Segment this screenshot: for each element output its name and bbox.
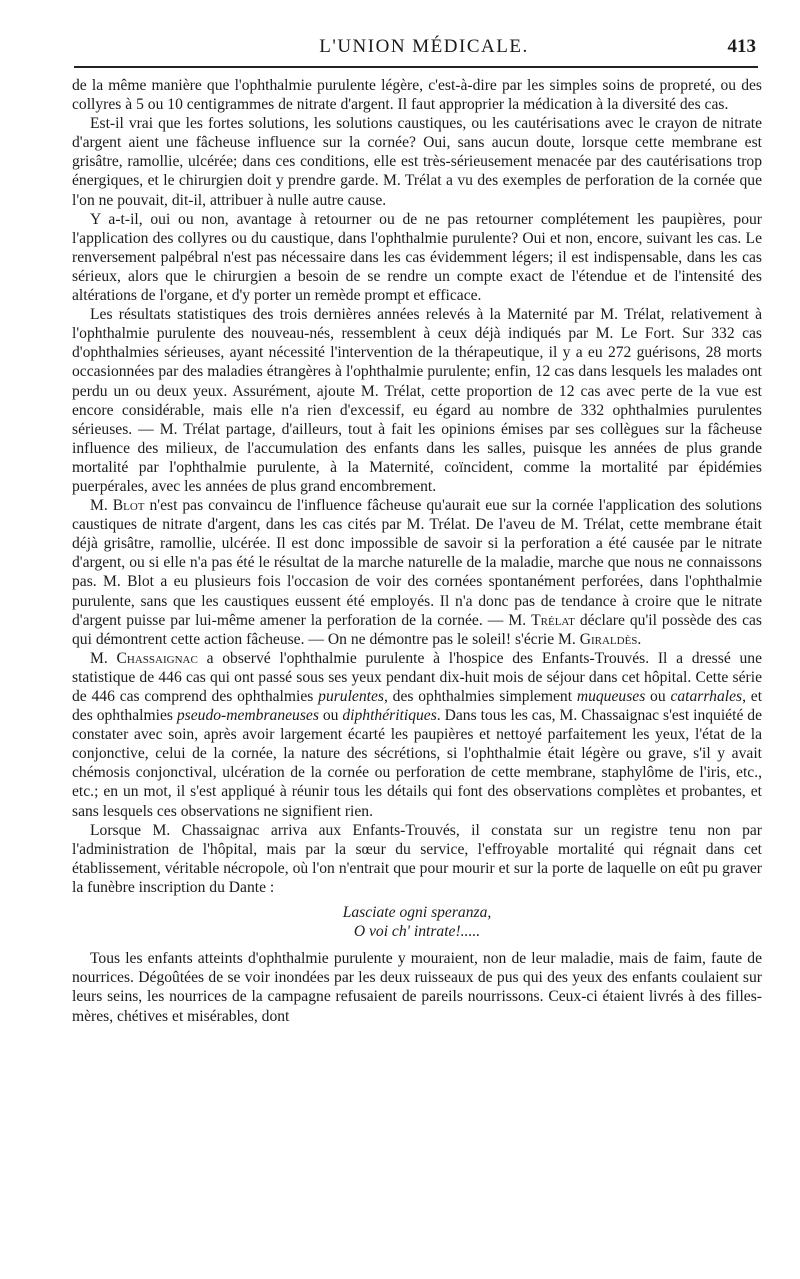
text-run: Y a-t-il, oui ou non, avantage à retourner ou de ne pas retourner complétement les paupières, pour l'application des collyres ou du caustique, dans l'ophthalmie purulente? Oui et non, encore, suivant les cas. Le renversement palpébral n'est pas nécessaire dans les cas évidemment légers; il est indispensable, dans les cas sérieux, alors que le chirurgien a besoin de se rendre un compte exact de l'étendue et de l'intensité des altérations de l'organe, et d'y porter un remède prompt et efficace.	[72, 210, 762, 305]
text-run: Lorsque M. Chassaignac arriva aux Enfants-Trouvés, il constata sur un registre tenu non par l'administration de l'hôpital, mais par la sœur du service, l'effroyable mortalité qui régnait dans cet établissement, véritable nécropole, où l'on n'entrait que pour mourir et sur la porte de laquelle on eût pu graver la funèbre inscription du Dante :	[72, 821, 762, 896]
italic-term: muqueuses	[576, 688, 646, 705]
paragraph: Tous les enfants atteints d'ophthalmie purulente y mouraient, non de leur maladie, mais de faim, faute de nourrices. Dégoûtées de se voir inondées par les deux ruisseaux de pus qui des yeux des enfants coulaient sur leurs seins, les nourrices de la campagne refusaient de pareils nourrissons. Ceux-ci étaient livrés à des filles-mères, chétives et misérables, dont	[72, 950, 762, 1025]
text-run: M.	[90, 649, 117, 667]
paragraph	[72, 821, 762, 897]
paragraph	[72, 114, 762, 209]
article-body	[72, 76, 762, 1026]
speaker-name: Giraldès	[579, 630, 638, 648]
text-run: M.	[90, 497, 113, 515]
text-run: déclare qu'il possède des cas qui démontrent cette action fâcheuse. — On ne démontre pas le soleil! s'écrie M.	[72, 611, 762, 648]
page-number: 413	[727, 36, 756, 57]
dante-quotation	[72, 903, 762, 941]
paragraph	[72, 210, 762, 305]
speaker-name: Blot	[112, 497, 145, 515]
paragraph	[72, 649, 762, 821]
paragraph	[72, 305, 762, 496]
italic-term: diphthéritiques	[342, 707, 437, 725]
header-rule	[74, 66, 758, 68]
text-run: de la même manière que l'ophthalmie purulente légère, c'est-à-dire par les simples soins de propreté, ou des collyres à 5 ou 10 centigrammes de nitrate d'argent. Il faut approprier la médication à la diversité des cas.	[72, 77, 762, 114]
text-run: .	[637, 630, 642, 648]
quote-line: Lasciate ogni speranza,	[342, 904, 492, 922]
speaker-name: Chassaignac	[116, 649, 198, 667]
journal-title: L'UNION MÉDICALE.	[319, 36, 529, 57]
text-run: Les résultats statistiques des trois dernières années relevés à la Maternité par M. Trélat, relativement à l'ophthalmie purulente des nouveau-nés, ressemblent à ceux déjà indiqués par M. Le Fort. Sur 332 cas d'ophthalmies sérieuses, ayant nécessité l'intervention de la thérapeutique, il y a eu 272 guérisons, 28 morts occasionnées par des maladies étrangères à l'ophthalmie purulente; enfin, 12 cas dans lesquels les malades ont perdu un ou deux yeux. Assurément, ajoute M. Trélat, cette proportion de 12 cas avec perte de la vue est encore considérable, mais elle n'a rien d'excessif, eu égard au nombre de 332 ophthalmies purulentes sérieuses. — M. Trélat partage, d'ailleurs, tout à fait les opinions émises par ses collègues sur la fâcheuse influence des milieux, de l'accumulation des enfants dans les salles, puisque les années de plus grande mortalité par l'ophthalmie purulente, à la Maternité, coïncident, comme la mortalité par épidémies puerpérales, avec les années de plus grand encombrement.	[72, 306, 762, 495]
italic-term: purulentes	[318, 688, 384, 705]
text-run: Est-il vrai que les fortes solutions, les solutions caustiques, ou les cautérisations avec le crayon de nitrate d'argent aient une fâcheuse influence sur la cornée? Oui, sans aucun doute, lorsque cette membrane est grisâtre, ramollie, ulcérée; dans ces conditions, elle est très-sérieusement menacée par des cautérisations trop énergiques, et le chirurgien doit y prendre garde. M. Trélat a vu des exemples de perforation de la cornée que l'on ne pouvait, dit-il, attribuer à nulle autre cause.	[72, 115, 762, 209]
text-run: ou	[645, 688, 671, 705]
paragraph	[72, 76, 762, 114]
quote-line: O voi ch' intrate!.....	[353, 923, 481, 941]
running-header	[72, 34, 762, 62]
text-run: , et des ophthalmies	[72, 688, 763, 725]
text-run: , des ophthalmies simplement	[383, 688, 577, 705]
paragraph	[72, 496, 762, 649]
italic-term: pseudo-membraneuses	[176, 707, 319, 725]
text-run: a observé l'ophthalmie purulente à l'hospice des Enfants-Trouvés. Il a dressé une statistique de 446 cas qui ont passé sous ses yeux pendant dix-huit mois de séjour dans cet hôpital. Cette série de 446 cas comprend des ophthalmies	[72, 649, 762, 705]
text-run: n'est pas convaincu de l'influence fâcheuse qu'aurait eue sur la cornée l'application des solutions caustiques de nitrate d'argent, dans les cas cités par M. Trélat. De l'aveu de M. Trélat, cette membrane était déjà grisâtre, ramollie, ulcérée. Il est donc impossible de savoir si la perforation a été causée par le nitrate d'argent, ou si elle n'a pas été le résultat de la marche naturelle de la maladie, marche que nous ne connaissons pas. M. Blot a eu plusieurs fois l'occasion de voir des cornées spontanément perforées, dans l'ophthalmie purulente, sans que les caustiques eussent été employés. Il n'a donc pas de tendance à croire que le nitrate d'argent puisse par lui-même amener la perforation de la cornée. — M.	[72, 497, 762, 629]
text-run: . Dans tous les cas, M. Chassaignac s'est inquiété de constater avec soin, après avoir largement écarté les paupières et nettoyé parfaitement les yeux, l'état de la conjonctive, celui de la cornée, la nature des sécrétions, si l'ophthalmie était légère ou grave, s'il y avait chémosis conjonctival, ulcération de la cornée ou perforation de cette membrane, staphylôme de l'iris, etc., etc.; en un mot, il s'est appliqué à réunir tous les détails qui font des observations complètes et probantes, et sans lesquels ces observations ne signifient rien.	[72, 707, 762, 820]
italic-term: catarrhales	[670, 688, 743, 705]
text-run: ou	[318, 707, 343, 725]
speaker-name: Trélat	[531, 611, 575, 629]
